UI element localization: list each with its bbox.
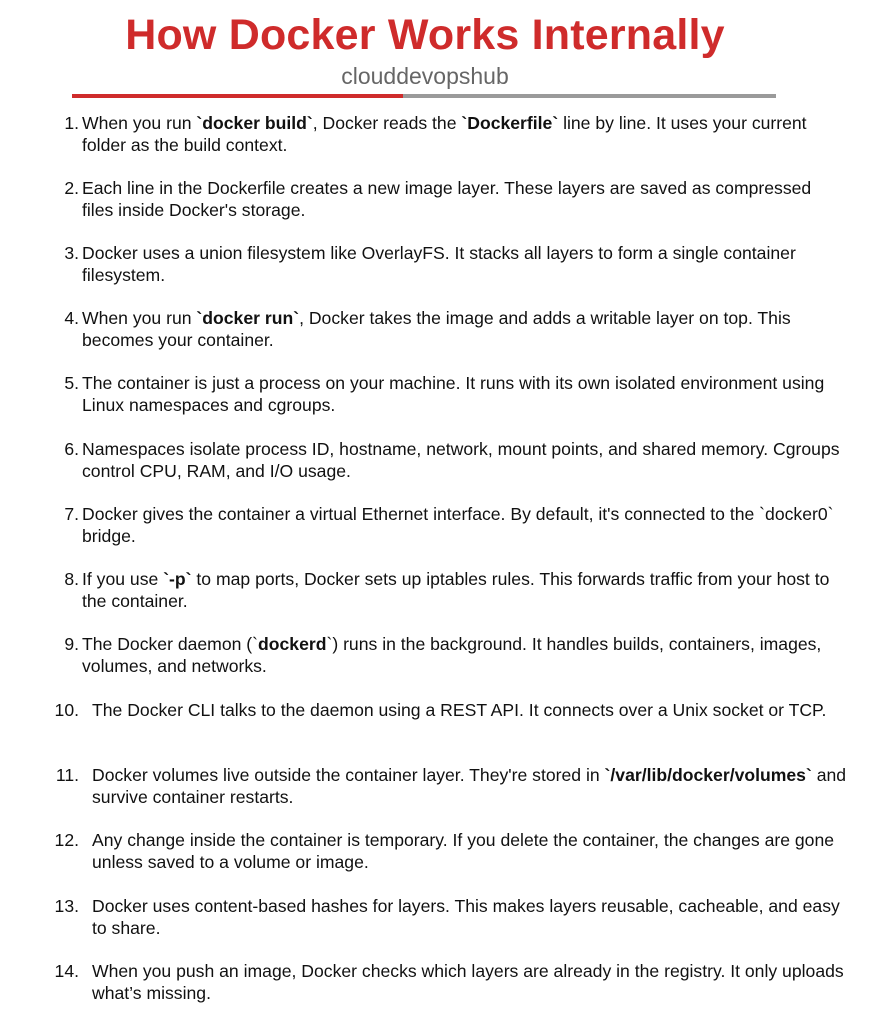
text-run: When you run (82, 113, 197, 133)
list-item-number: 14. (54, 961, 79, 981)
list-item-text (82, 307, 842, 351)
text-run: Docker uses a union filesystem like OverlayFS. It stacks all layers to form a single container filesystem. (82, 243, 796, 285)
list-item-number: 1. (64, 113, 79, 133)
text-run: , Docker reads the (312, 113, 462, 133)
list-item-text (82, 633, 842, 677)
list-item-number: 2. (64, 178, 79, 198)
page-subtitle: clouddevopshub (341, 63, 509, 89)
text-run: When you push an image, Docker checks which layers are already in the registry. It only uploads what’s missing. (92, 961, 844, 1003)
list-item-text (82, 503, 842, 547)
list-item-text (92, 764, 852, 808)
list-item-number: 13. (54, 896, 79, 916)
code-term: `docker run` (196, 308, 300, 328)
text-run: Docker uses content-based hashes for layers. This makes layers reusable, cacheable, and easy to share. (92, 896, 840, 938)
list-item-number: 7. (64, 504, 79, 524)
list-item-number: 12. (54, 830, 79, 850)
text-run: , Docker takes the image and adds a writable layer on top. This becomes your container. (82, 308, 791, 350)
list-item-number: 3. (64, 243, 79, 263)
list-item-text (82, 242, 842, 286)
text-run: and survive container restarts. (92, 765, 847, 807)
text-run: If you use (82, 569, 164, 589)
text-run: to map ports, Docker sets up iptables rules. This forwards traffic from your host to the container. (82, 569, 830, 611)
page-title: How Docker Works Internally (125, 11, 725, 59)
text-run: The Docker CLI talks to the daemon using a REST API. It connects over a Unix socket or TCP. (92, 700, 827, 720)
list-item-text (92, 960, 852, 1004)
list-item-number: 10. (54, 700, 79, 720)
text-run: The Docker daemon (` (82, 634, 259, 654)
list-item-text (82, 112, 842, 156)
text-run: Any change inside the container is temporary. If you delete the container, the changes are gone unless saved to a volume or image. (92, 830, 835, 872)
code-term: `/var/lib/docker/volumes` (604, 765, 812, 785)
list-item-number: 9. (64, 634, 79, 654)
text-run: The container is just a process on your machine. It runs with its own isolated environment using Linux namespaces and cgroups. (82, 373, 825, 415)
divider-grey-segment (403, 94, 776, 98)
text-run: line by line. It uses your current folder as the build context. (82, 113, 807, 155)
text-run: `) runs in the background. It handles builds, containers, images, volumes, and networks. (82, 634, 822, 676)
text-run: Namespaces isolate process ID, hostname, network, mount points, and shared memory. Cgroups control CPU, RAM, and I/O usage. (82, 439, 840, 481)
code-term: dockerd (258, 634, 327, 654)
list-item-number: 8. (64, 569, 79, 589)
text-run: Docker volumes live outside the container layer. They're stored in (92, 765, 605, 785)
list-item-number: 11. (55, 765, 79, 785)
list-item-text (92, 829, 852, 873)
list-item-text (82, 568, 842, 612)
list-item-text (82, 438, 842, 482)
list-item-text (82, 372, 842, 416)
list-item-number: 5. (64, 373, 79, 393)
list-item-text (92, 699, 852, 721)
list-item-text (82, 177, 842, 221)
list-item-number: 4. (64, 308, 79, 328)
code-term: `-p` (163, 569, 192, 589)
divider-red-segment (72, 94, 403, 98)
text-run: Docker gives the container a virtual Ethernet interface. By default, it's connected to the `docker0` bridge. (82, 504, 834, 546)
text-run: Each line in the Dockerfile creates a new image layer. These layers are saved as compressed files inside Docker's storage. (82, 178, 812, 220)
list-item-number: 6. (64, 439, 79, 459)
code-term: `docker build` (196, 113, 313, 133)
text-run: When you run (82, 308, 197, 328)
list-item-text (92, 895, 852, 939)
title-divider (72, 94, 776, 98)
code-term: `Dockerfile` (461, 113, 559, 133)
